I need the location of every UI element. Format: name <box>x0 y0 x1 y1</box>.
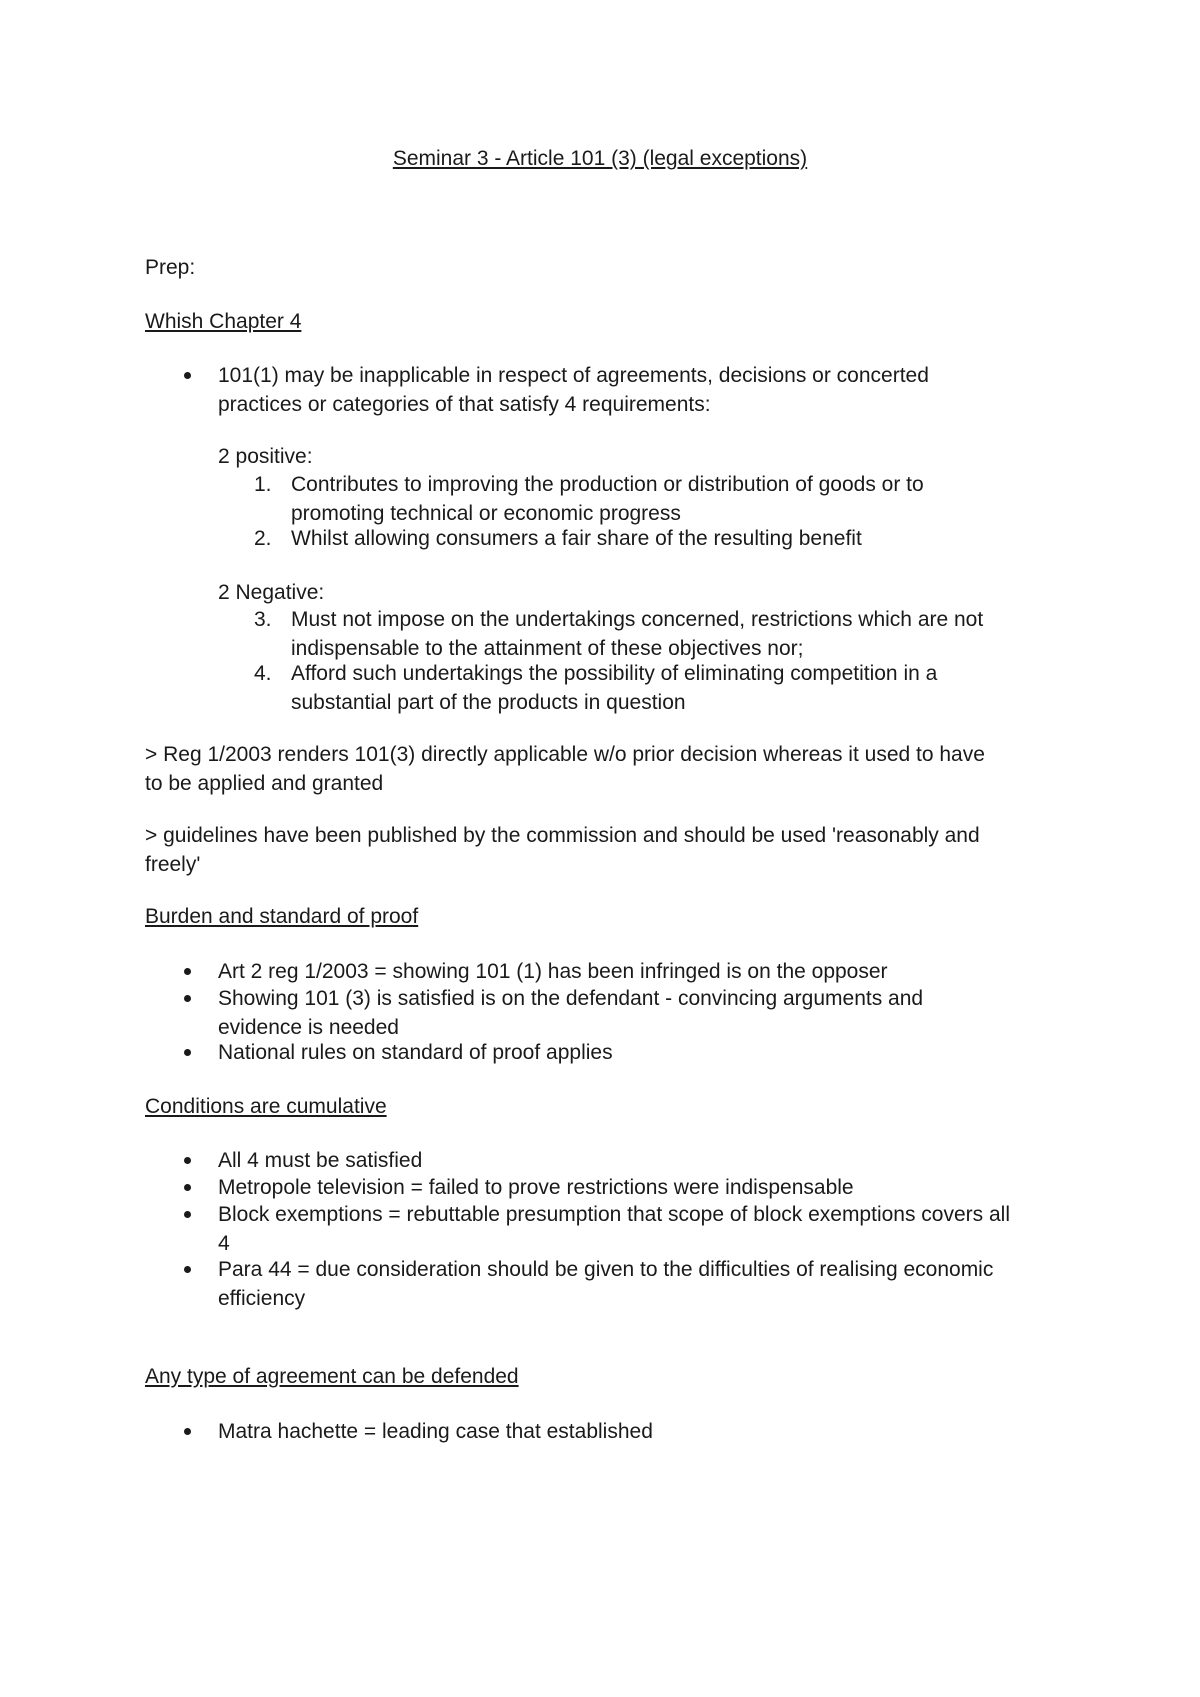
list-item-line: All 4 must be satisfied <box>218 1149 423 1172</box>
section-heading-cumulative: Conditions are cumulative <box>145 1095 387 1118</box>
section-heading-burden: Burden and standard of proof <box>145 905 419 928</box>
bullet-dot <box>184 995 191 1002</box>
list-number: 1. <box>254 473 272 496</box>
note-paragraph <box>145 821 1065 879</box>
list-item <box>218 1255 1078 1313</box>
numbered-item-line: indispensable to the attainment of these objectives nor; <box>291 637 804 660</box>
list-item <box>218 984 1078 1042</box>
note-line: freely' <box>145 853 201 876</box>
list-number: 2. <box>254 527 272 550</box>
note-line: to be applied and granted <box>145 772 384 795</box>
note-paragraph <box>145 740 1065 798</box>
positive-label: 2 positive: <box>218 445 313 468</box>
prep-label: Prep: <box>145 256 196 279</box>
bullet-dot <box>184 1184 191 1191</box>
negative-label: 2 Negative: <box>218 581 325 604</box>
numbered-item <box>291 470 1051 528</box>
bullet-dot <box>184 1157 191 1164</box>
list-item-line: Para 44 = due consideration should be given to the difficulties of realising economic <box>218 1258 994 1281</box>
list-item-line: National rules on standard of proof applies <box>218 1041 613 1064</box>
numbered-item-line: promoting technical or economic progress <box>291 502 681 525</box>
section-heading-whish: Whish Chapter 4 <box>145 310 302 333</box>
list-item <box>218 1417 1078 1446</box>
page-title: Seminar 3 - Article 101 (3) (legal exceptions) <box>392 147 808 170</box>
list-item-line: evidence is needed <box>218 1016 399 1039</box>
note-line: > Reg 1/2003 renders 101(3) directly applicable w/o prior decision whereas it used to have <box>145 743 985 766</box>
list-item <box>218 957 1078 986</box>
list-item-line: 101(1) may be inapplicable in respect of agreements, decisions or concerted <box>218 364 929 387</box>
note-line: > guidelines have been published by the commission and should be used 'reasonably and <box>145 824 980 847</box>
list-item <box>218 1146 1078 1175</box>
numbered-item-line: Afford such undertakings the possibility of eliminating competition in a <box>291 662 938 685</box>
bullet-dot <box>184 1211 191 1218</box>
bullet-dot <box>184 1266 191 1273</box>
list-item-line: 4 <box>218 1232 230 1255</box>
list-item-line: Matra hachette = leading case that established <box>218 1420 653 1443</box>
list-item <box>218 1173 1078 1202</box>
numbered-item <box>291 524 1051 553</box>
numbered-item-line: Contributes to improving the production or distribution of goods or to <box>291 473 924 496</box>
bullet-dot <box>184 1049 191 1056</box>
list-item <box>218 361 1078 419</box>
numbered-item-line: Must not impose on the undertakings concerned, restrictions which are not <box>291 608 984 631</box>
list-number: 3. <box>254 608 272 631</box>
bullet-dot <box>184 1428 191 1435</box>
list-item-line: Metropole television = failed to prove restrictions were indispensable <box>218 1176 854 1199</box>
section-heading-any-agreement: Any type of agreement can be defended <box>145 1365 519 1388</box>
numbered-item <box>291 605 1051 663</box>
list-number: 4. <box>254 662 272 685</box>
list-item <box>218 1038 1078 1067</box>
list-item-line: Art 2 reg 1/2003 = showing 101 (1) has been infringed is on the opposer <box>218 960 888 983</box>
bullet-dot <box>184 372 191 379</box>
list-item-line: efficiency <box>218 1287 306 1310</box>
numbered-item-line: substantial part of the products in question <box>291 691 686 714</box>
bullet-dot <box>184 968 191 975</box>
list-item <box>218 1200 1078 1258</box>
numbered-item-line: Whilst allowing consumers a fair share of the resulting benefit <box>291 527 862 550</box>
list-item-line: Showing 101 (3) is satisfied is on the defendant - convincing arguments and <box>218 987 924 1010</box>
list-item-line: Block exemptions = rebuttable presumption that scope of block exemptions covers all <box>218 1203 1011 1226</box>
list-item-line: practices or categories of that satisfy 4 requirements: <box>218 393 711 416</box>
numbered-item <box>291 659 1051 717</box>
